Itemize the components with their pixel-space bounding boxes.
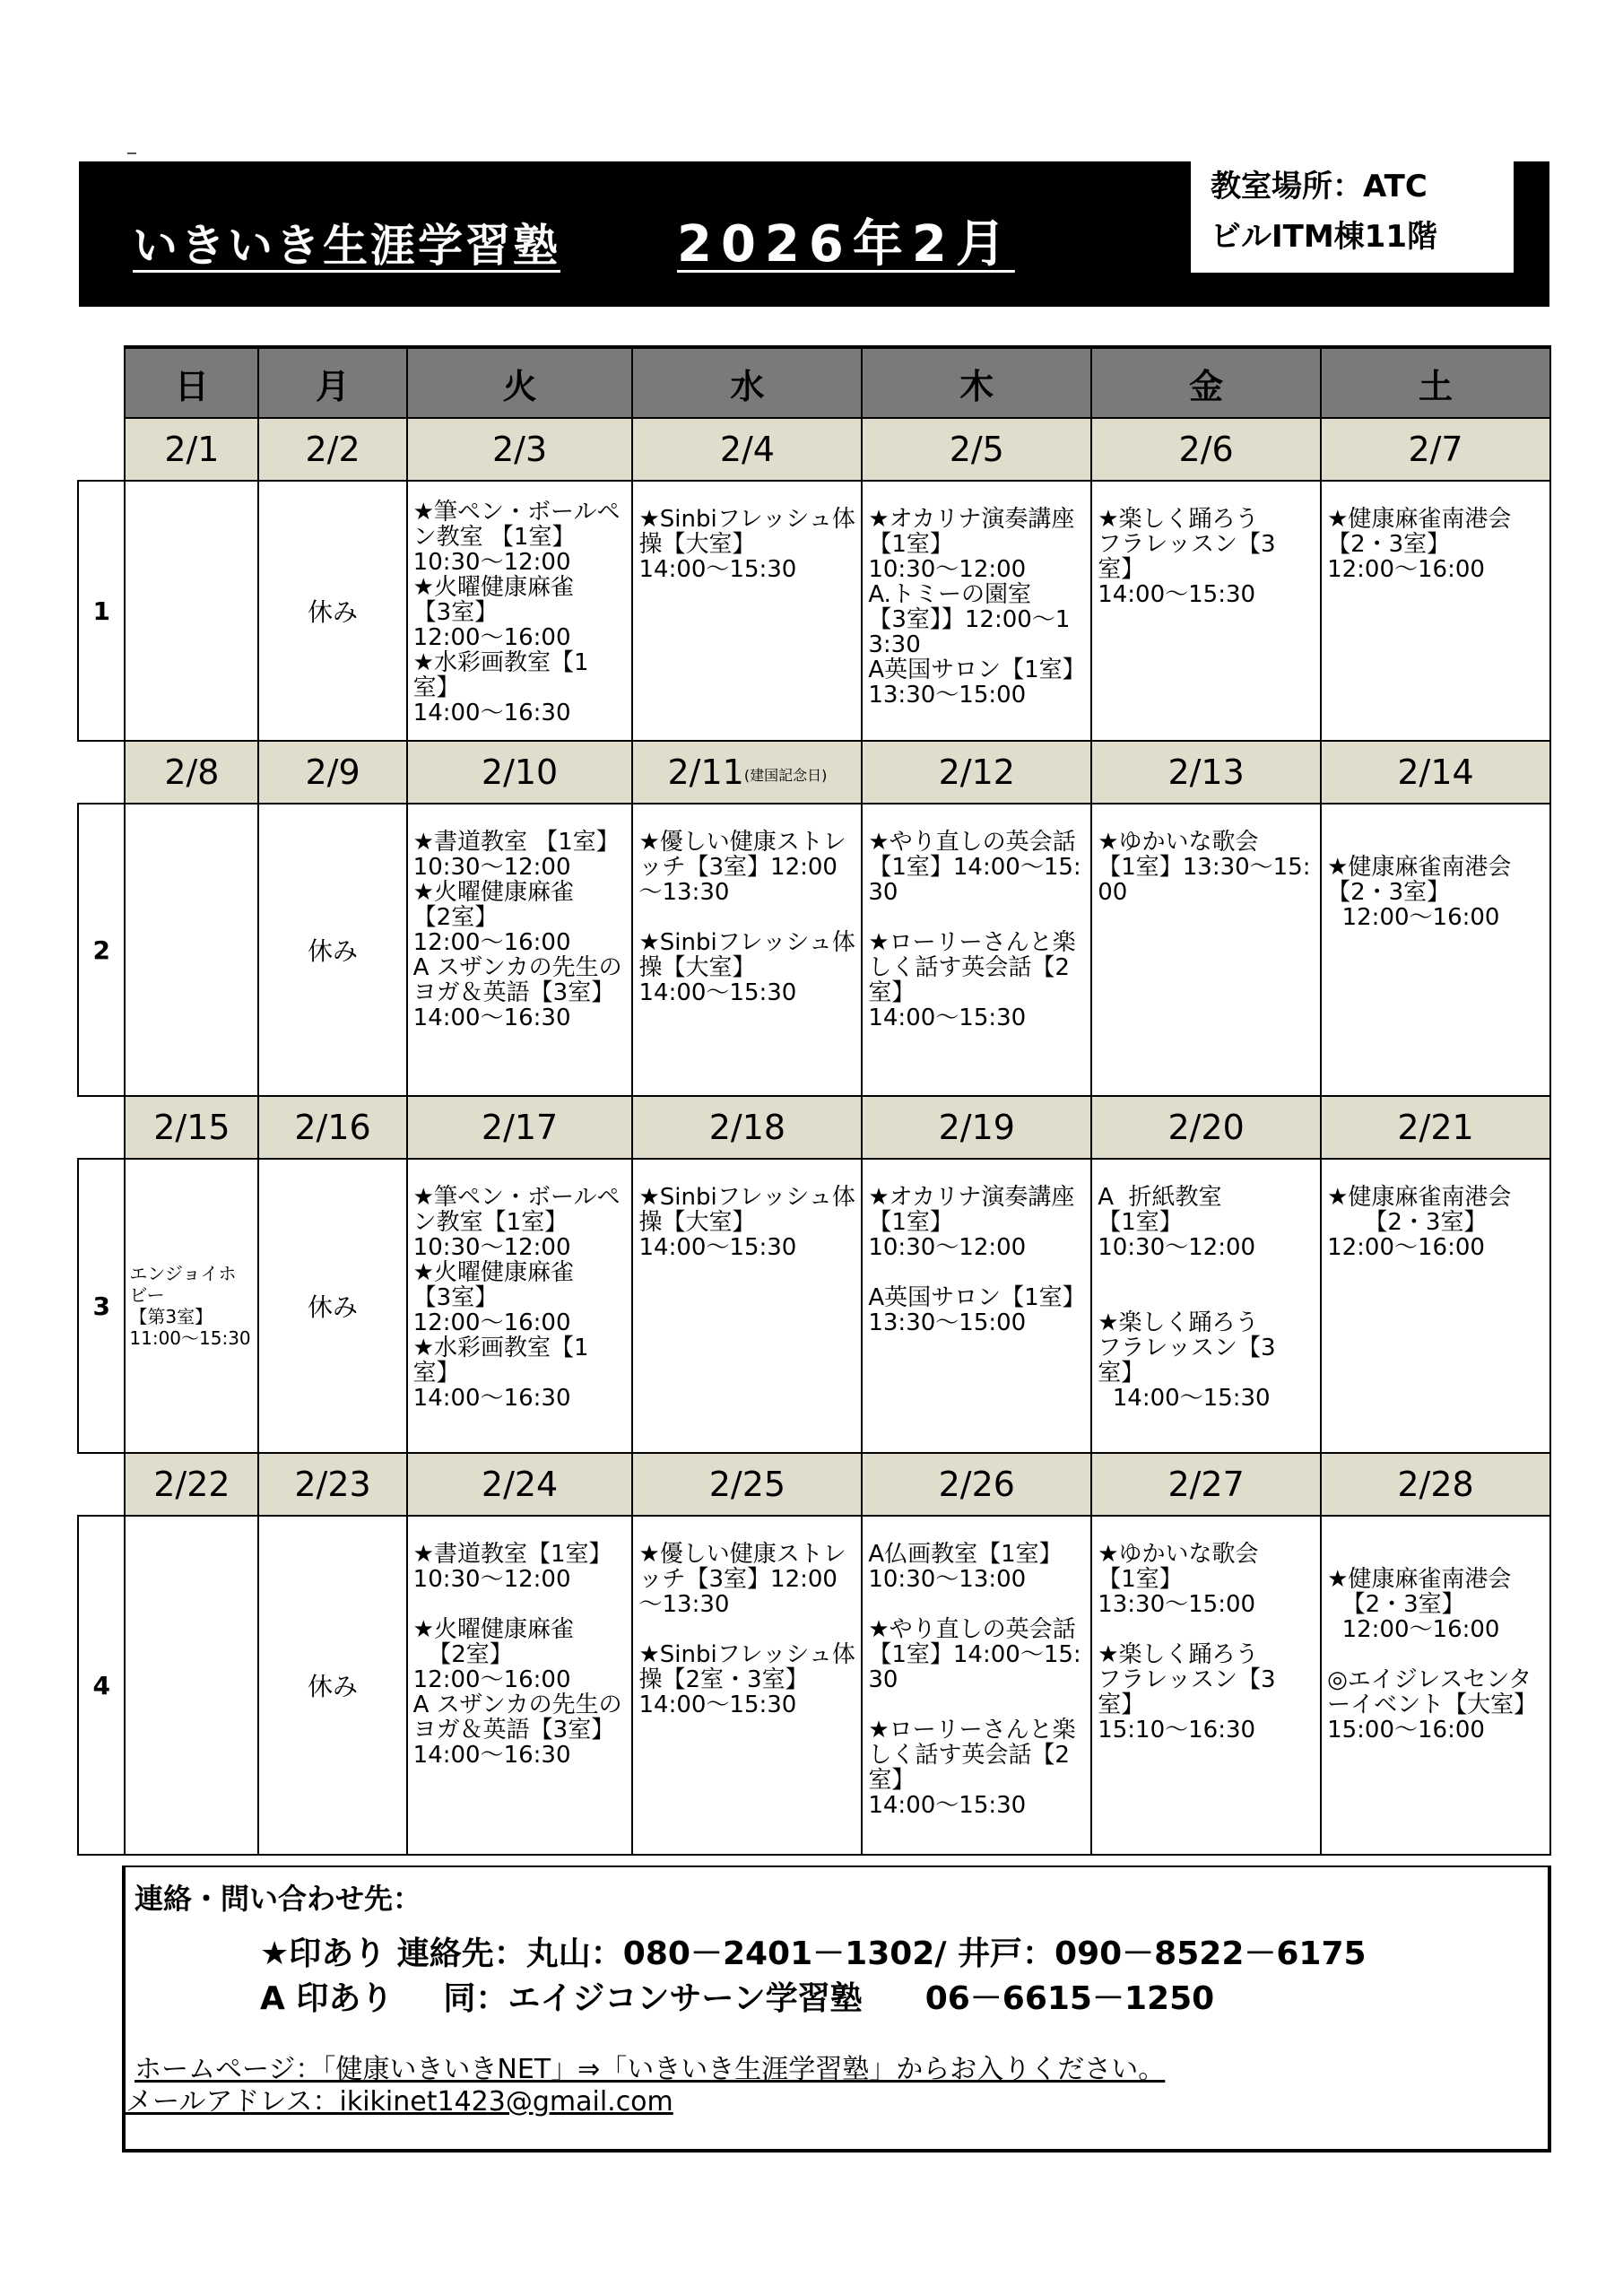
date-cell: 2/9 — [258, 741, 406, 804]
event-cell: ★オカリナ演奏講座 【1室】 10:30～12:00 A英国サロン【1室】 13:30～15:00 — [862, 1159, 1091, 1453]
date-cell: 2/5 — [862, 418, 1091, 481]
event-cell: A仏画教室【1室】 10:30～13:00 ★やり直しの英会話 【1室】14:00～15:30 ★ローリーさんと楽しく話す英会話【2室】 14:00～15:30 — [862, 1516, 1091, 1855]
event-cell: エンジョイホビー 【第3室】 11:00～15:30 — [125, 1159, 258, 1453]
date-cell: 2/16 — [258, 1096, 406, 1159]
event-cell — [125, 1516, 258, 1855]
event-cell: ★健康麻雀南港会 【2・3室】 12:00～16:00 — [1321, 804, 1550, 1096]
event-cell: ★筆ペン・ボールペン教室 【1室】 10:30～12:00 ★火曜健康麻雀 【3室】 12:00～16:00 ★水彩画教室【1室】 14:00～16:30 — [407, 481, 633, 741]
event-cell: A 折紙教室 【1室】 10:30～12:00 ★楽しく踊ろう フラレッスン【3室】 14:00～15:30 — [1091, 1159, 1321, 1453]
a-mark-label: A 印あり — [260, 1980, 394, 2017]
event-cell: ★筆ペン・ボールペン教室【1室】 10:30～12:00 ★火曜健康麻雀 【3室】 12:00～16:00 ★水彩画教室【1室】 14:00～16:30 — [407, 1159, 633, 1453]
contact-a-line — [260, 1973, 1214, 2019]
contact-star-line: ★印あり 連絡先：丸山：080－2401－1302/ 井戸：090－8522－6175 — [260, 1935, 1367, 1972]
weekday-wed: 水 — [632, 347, 862, 418]
event-cell: ★優しい健康ストレッチ【3室】12:00～13:30 ★Sinbiフレッシュ体操【2室・3室】 14:00～15:30 — [632, 1516, 862, 1855]
date-cell: 2/6 — [1091, 418, 1321, 481]
closed-cell: 休み — [258, 1516, 406, 1855]
contact-section — [122, 1866, 1551, 2152]
a-org-label: 同：エイジコンサーン学習塾 — [443, 1980, 863, 2017]
date-cell-holiday — [632, 741, 862, 804]
event-cell: ★優しい健康ストレッチ【3室】12:00～13:30 ★Sinbiフレッシュ体操【大室】 14:00～15:30 — [632, 804, 862, 1096]
date-cell: 2/18 — [632, 1096, 862, 1159]
week-number: 3 — [78, 1159, 125, 1453]
date-cell: 2/23 — [258, 1453, 406, 1516]
date-cell: 2/27 — [1091, 1453, 1321, 1516]
event-cell: ★書道教室 【1室】 10:30～12:00 ★火曜健康麻雀 【2室】 12:00～16:00 A スザンカの先生のヨガ＆英語【3室】 14:00～16:30 — [407, 804, 633, 1096]
week-number: 4 — [78, 1516, 125, 1855]
event-cell: ★ゆかいな歌会 【1室】13:30～15:00 — [1091, 804, 1321, 1096]
date-cell: 2/2 — [258, 418, 406, 481]
date-row-week2 — [78, 741, 1550, 804]
weekday-thu: 木 — [862, 347, 1091, 418]
date-cell: 2/19 — [862, 1096, 1091, 1159]
header-banner — [79, 161, 1549, 307]
closed-cell: 休み — [258, 481, 406, 741]
location-line1: 教室場所：ATC — [1211, 169, 1428, 204]
week-number: 2 — [78, 804, 125, 1096]
event-cell: ★やり直しの英会話 【1室】14:00～15:30 ★ローリーさんと楽しく話す英会話【2室】 14:00～15:30 — [862, 804, 1091, 1096]
weekday-fri: 金 — [1091, 347, 1321, 418]
a-phone: 06－6615－1250 — [924, 1980, 1215, 2017]
event-cell: ★ゆかいな歌会 【1室】 13:30～15:00 ★楽しく踊ろう フラレッスン【3室】 15:10～16:30 — [1091, 1516, 1321, 1855]
top-mark — [127, 152, 136, 154]
weekday-mon: 月 — [258, 347, 406, 418]
date-cell: 2/21 — [1321, 1096, 1550, 1159]
week-row-2 — [78, 804, 1550, 1096]
date-cell: 2/4 — [632, 418, 862, 481]
date-label: 2/11 — [667, 752, 744, 792]
date-cell: 2/10 — [407, 741, 633, 804]
contact-heading: 連絡・問い合わせ先： — [135, 1882, 422, 1916]
event-cell: ★楽しく踊ろう フラレッスン【3室】 14:00～15:30 — [1091, 481, 1321, 741]
week-number: 1 — [78, 481, 125, 741]
date-cell: 2/26 — [862, 1453, 1091, 1516]
date-row-week4 — [78, 1453, 1550, 1516]
date-cell: 2/14 — [1321, 741, 1550, 804]
event-cell: ★Sinbiフレッシュ体操【大室】 14:00～15:30 — [632, 1159, 862, 1453]
date-cell: 2/15 — [125, 1096, 258, 1159]
date-cell: 2/3 — [407, 418, 633, 481]
weekday-sun: 日 — [125, 347, 258, 418]
date-row-week1 — [78, 418, 1550, 481]
event-cell: ★健康麻雀南港会 【2・3室】 12:00～16:00 — [1321, 481, 1550, 741]
week-row-1 — [78, 481, 1550, 741]
date-cell: 2/8 — [125, 741, 258, 804]
closed-cell: 休み — [258, 1159, 406, 1453]
month-label: 2026年2月 — [677, 215, 1015, 274]
weekday-tue: 火 — [407, 347, 633, 418]
week-row-3 — [78, 1159, 1550, 1453]
location-line2: ビルITM棟11階 — [1211, 219, 1437, 255]
weekday-sat: 土 — [1321, 347, 1550, 418]
header-title — [133, 204, 1015, 276]
date-cell: 2/1 — [125, 418, 258, 481]
date-cell: 2/25 — [632, 1453, 862, 1516]
date-cell: 2/28 — [1321, 1453, 1550, 1516]
date-cell: 2/20 — [1091, 1096, 1321, 1159]
date-cell: 2/17 — [407, 1096, 633, 1159]
date-cell: 2/24 — [407, 1453, 633, 1516]
closed-cell: 休み — [258, 804, 406, 1096]
event-cell: ★健康麻雀南港会 【2・3室】 12:00～16:00 — [1321, 1159, 1550, 1453]
calendar-table — [77, 345, 1551, 1856]
email-link[interactable]: メールアドレス：ikikinet1423@gmail.com — [126, 2086, 673, 2118]
event-cell: ★Sinbiフレッシュ体操【大室】 14:00～15:30 — [632, 481, 862, 741]
date-cell: 2/22 — [125, 1453, 258, 1516]
homepage-link[interactable]: ホームページ：「健康いきいきNET」⇒「いきいき生涯学習塾」からお入りください。 — [135, 2054, 1166, 2085]
date-cell: 2/12 — [862, 741, 1091, 804]
event-cell: ★健康麻雀南港会 【2・3室】 12:00～16:00 ◎エイジレスセンターイベント【大室】 15:00～16:00 — [1321, 1516, 1550, 1855]
date-cell: 2/7 — [1321, 418, 1550, 481]
date-row-week3 — [78, 1096, 1550, 1159]
event-cell — [125, 804, 258, 1096]
holiday-note: (建国記念日) — [743, 767, 828, 784]
weekday-header-row — [78, 347, 1550, 418]
event-cell: ★書道教室【1室】 10:30～12:00 ★火曜健康麻雀 【2室】 12:00～16:00 A スザンカの先生のヨガ＆英語【3室】 14:00～16:30 — [407, 1516, 633, 1855]
location-box — [1191, 161, 1514, 273]
week-row-4 — [78, 1516, 1550, 1855]
event-cell: ★オカリナ演奏講座 【1室】 10:30～12:00 A.トミーの園室 【3室】】12:00～13:30 A英国サロン【1室】 13:30～15:00 — [862, 481, 1091, 741]
school-name: いきいき生涯学習塾 — [133, 220, 560, 272]
date-cell: 2/13 — [1091, 741, 1321, 804]
event-cell — [125, 481, 258, 741]
